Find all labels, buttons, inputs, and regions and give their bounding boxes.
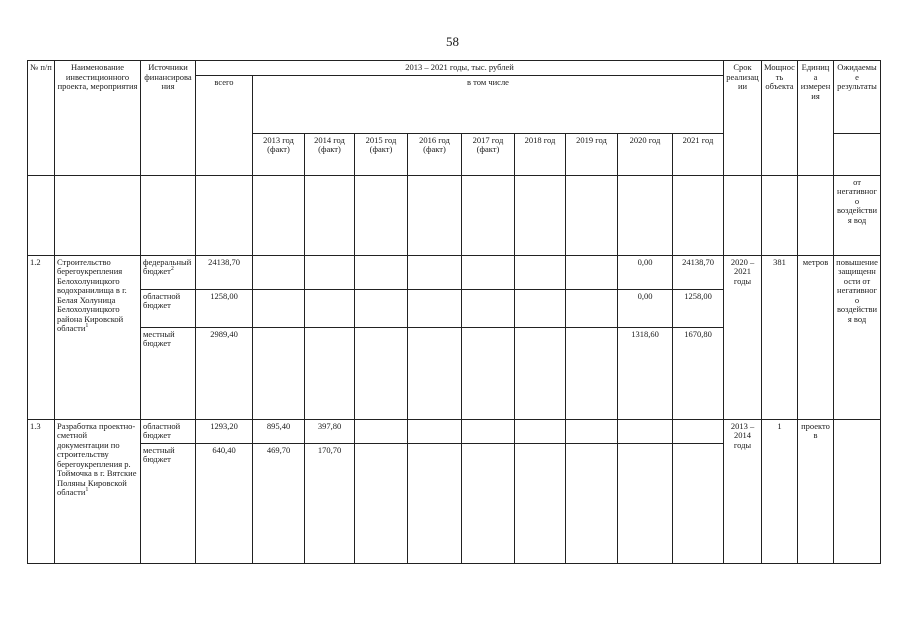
project-1-2-regional-2020: 0,00 [618,289,673,327]
project-1-2-unit: метров [798,255,834,419]
header-year-2015: 2015 год (факт) [355,133,408,175]
header-period: 2013 – 2021 годы, тыс. рублей [196,61,724,76]
header-year-2019: 2019 год [566,133,618,175]
project-1-3-local-2014: 170,70 [305,443,355,563]
header-term: Срок реализации [724,61,762,176]
project-1-2-federal-2021: 24138,70 [673,255,724,289]
header-capacity: Мощность объекта [762,61,798,176]
project-1-3-no: 1.3 [28,419,55,563]
project-1-2-source-regional: областной бюджет [141,289,196,327]
continuation-expected: от негативного воздействия вод [834,175,881,255]
header-year-2020: 2020 год [618,133,673,175]
project-1-2-federal-total: 24138,70 [196,255,253,289]
page-number: 58 [446,34,459,49]
project-1-3-term: 2013 – 2014 годы [724,419,762,563]
header-no: № п/п [28,61,55,176]
investment-table [27,60,881,564]
project-1-3-source-local: местный бюджет [141,443,196,563]
project-1-3-name: Разработка проектно-сметной документации по строительству берегоукрепления р. Тоймочка в г. Вятские Поляны Кировской области$^1$ [55,419,141,563]
header-expected-blank [834,133,881,175]
project-1-3-unit: проектов [798,419,834,563]
project-1-3-regional-2014: 397,80 [305,419,355,443]
project-1-2-source-federal: федеральный бюджет$^2$ [141,255,196,289]
project-1-2-capacity: 381 [762,255,798,419]
header-year-2014: 2014 год (факт) [305,133,355,175]
header-project-name: Наименование инвестиционного проекта, мероприятия [55,61,141,176]
table-row [28,175,881,255]
header-year-2017: 2017 год (факт) [462,133,515,175]
project-1-3-regional-2013: 895,40 [253,419,305,443]
header-year-2016: 2016 год (факт) [408,133,462,175]
project-1-3-local-total: 640,40 [196,443,253,563]
table-row [28,255,881,289]
project-1-2-local-2020: 1318,60 [618,327,673,419]
project-1-2-local-total: 2989,40 [196,327,253,419]
project-1-2-term: 2020 – 2021 годы [724,255,762,419]
project-1-2-local-2021: 1670,80 [673,327,724,419]
project-1-2-expected: повышение защищенности от негативного воздействия вод [834,255,881,419]
table-row [28,419,881,443]
header-unit: Единица измерения [798,61,834,176]
project-1-2-regional-2021: 1258,00 [673,289,724,327]
project-1-2-regional-total: 1258,00 [196,289,253,327]
project-1-3-capacity: 1 [762,419,798,563]
project-1-2-name: Строительство берегоукрепления Белохолуницкого водохранилища в г. Белая Холуница Белохолуницкого района Кировской области$^1$ [55,255,141,419]
header-source: Источники финансирования [141,61,196,176]
project-1-3-local-2013: 469,70 [253,443,305,563]
header-year-2013: 2013 год (факт) [253,133,305,175]
project-1-3-source-regional: областной бюджет [141,419,196,443]
project-1-2-federal-2020: 0,00 [618,255,673,289]
project-1-3-regional-total: 1293,20 [196,419,253,443]
header-expected: Ожидаемые результаты [834,61,881,134]
header-total: всего [196,75,253,175]
header-year-2021: 2021 год [673,133,724,175]
header-year-2018: 2018 год [515,133,566,175]
project-1-2-source-local: местный бюджет [141,327,196,419]
project-1-2-no: 1.2 [28,255,55,419]
header-including: в том числе [253,75,724,133]
